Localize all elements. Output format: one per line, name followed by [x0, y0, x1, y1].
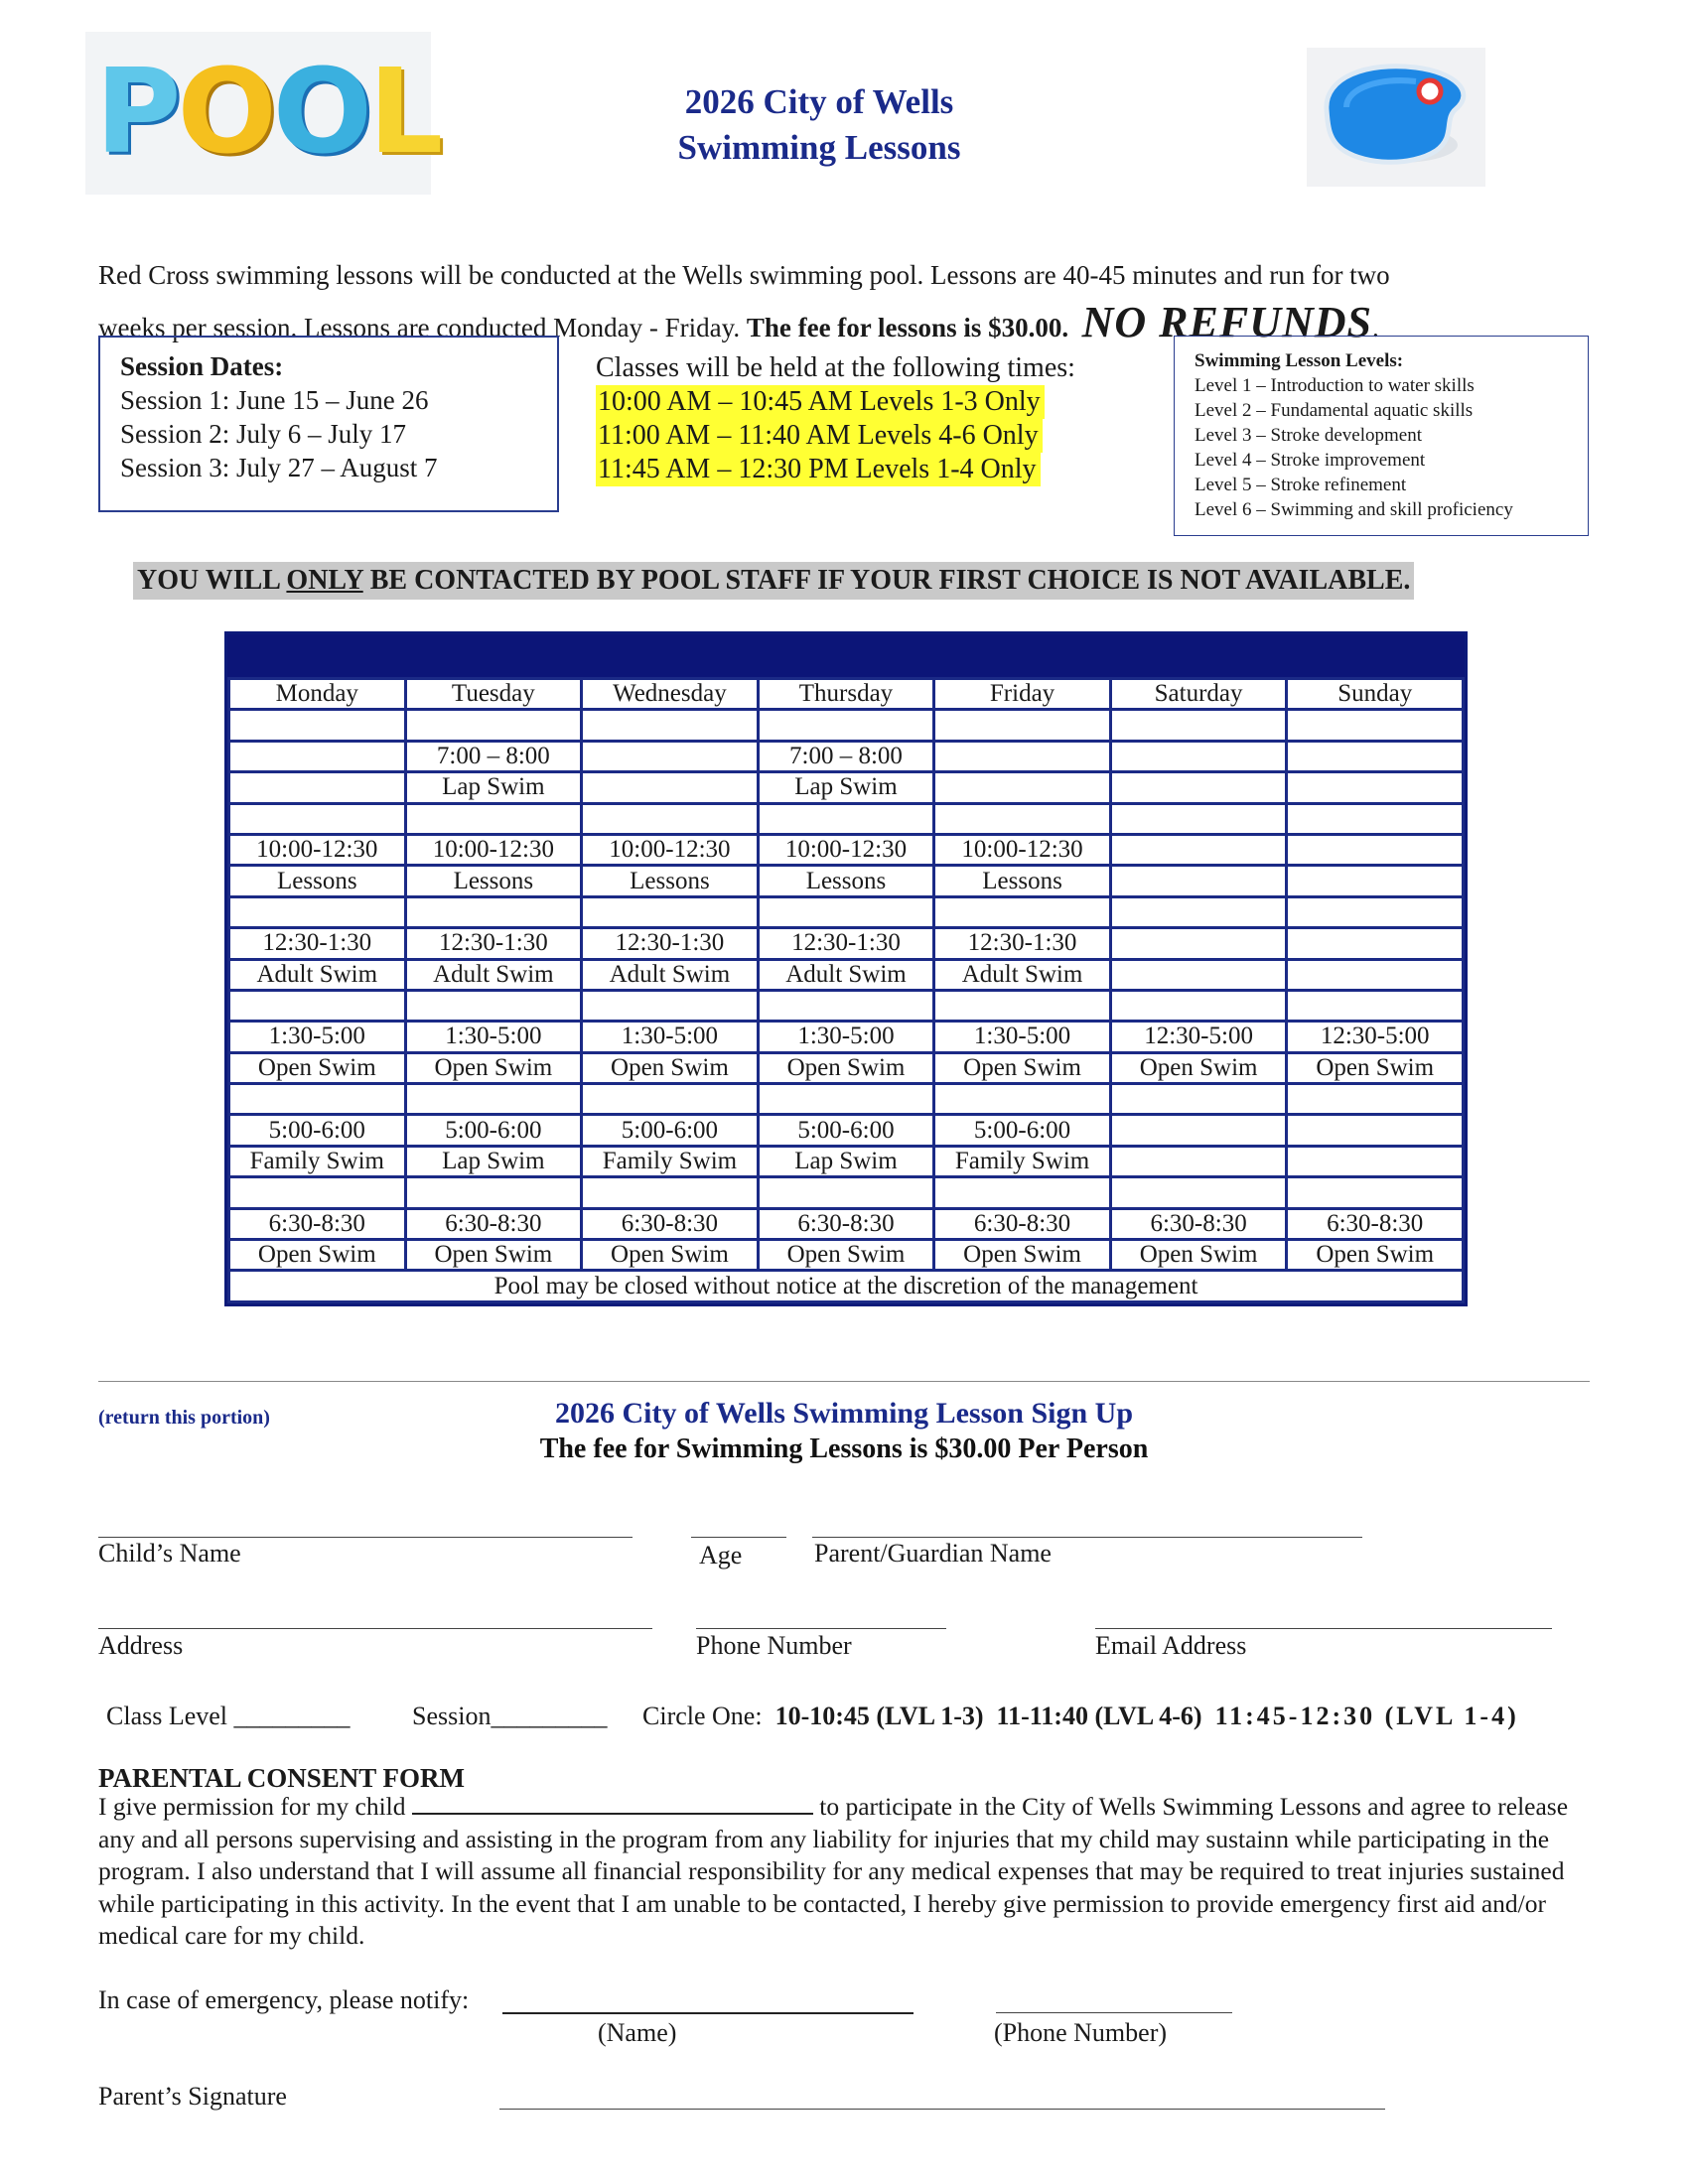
schedule-cell: Open Swim [405, 1052, 582, 1083]
schedule-cell: 12:30-5:00 [1287, 1022, 1464, 1052]
schedule-cell: Adult Swim [582, 959, 759, 990]
schedule-row [229, 1052, 1464, 1083]
class-times-heading: Classes will be held at the following times: [596, 352, 1075, 383]
schedule-cell: Open Swim [1287, 1240, 1464, 1271]
level-item: Level 5 – Stroke refinement [1195, 475, 1407, 495]
schedule-cell: Family Swim [582, 1146, 759, 1176]
page-title: 2026 City of Wells Swimming Lessons [677, 82, 961, 167]
schedule-cell [1110, 834, 1287, 865]
schedule-cell: 5:00-6:00 [934, 1115, 1111, 1146]
schedule-cell: Lap Swim [405, 1146, 582, 1176]
email-field[interactable] [1095, 1628, 1552, 1629]
pool-illustration [1307, 48, 1485, 187]
schedule-cell [1287, 741, 1464, 771]
level-item: Level 4 – Stroke improvement [1195, 450, 1426, 471]
schedule-footer-row [229, 1271, 1464, 1301]
schedule-cell: Open Swim [582, 1240, 759, 1271]
schedule-cell: 6:30-8:30 [582, 1208, 759, 1239]
schedule-cell [229, 803, 406, 834]
age-field[interactable] [691, 1537, 786, 1538]
schedule-cell [934, 1177, 1111, 1208]
schedule-cell: 5:00-6:00 [229, 1115, 406, 1146]
schedule-cell [405, 896, 582, 927]
schedule-row [229, 710, 1464, 741]
schedule-cell [1287, 1146, 1464, 1176]
schedule-cell [1110, 990, 1287, 1021]
schedule-footer: Pool may be closed without notice at the discretion of the management [229, 1271, 1464, 1301]
schedule-row [229, 834, 1464, 865]
schedule-cell [1287, 772, 1464, 803]
schedule-cell [1110, 772, 1287, 803]
schedule-row [229, 866, 1464, 896]
schedule-cell: 1:30-5:00 [934, 1022, 1111, 1052]
schedule-cell: Adult Swim [934, 959, 1111, 990]
lesson-levels-box [1174, 336, 1589, 536]
schedule-cell [1287, 896, 1464, 927]
schedule-row [229, 1177, 1464, 1208]
schedule-cell: Open Swim [1110, 1240, 1287, 1271]
schedule-cell: 6:30-8:30 [405, 1208, 582, 1239]
schedule-cell [405, 990, 582, 1021]
schedule-cell [758, 803, 934, 834]
level-item: Level 3 – Stroke development [1195, 425, 1422, 446]
session-item: Session 2: July 6 – July 17 [120, 419, 407, 449]
schedule-cell: Lap Swim [405, 772, 582, 803]
schedule-cell [1110, 928, 1287, 959]
schedule-cell: Family Swim [229, 1146, 406, 1176]
lesson-levels-heading: Swimming Lesson Levels: [1195, 350, 1404, 371]
emergency-name-label: (Name) [598, 2018, 677, 2047]
choice-option-2[interactable]: 11-11:40 (LVL 4-6) [996, 1702, 1202, 1730]
schedule-cell: 1:30-5:00 [405, 1022, 582, 1052]
parent-name-field[interactable] [812, 1537, 1362, 1538]
schedule-cell [582, 710, 759, 741]
schedule-cell [758, 710, 934, 741]
schedule-cell [934, 990, 1111, 1021]
level-item: Level 1 – Introduction to water skills [1195, 375, 1475, 396]
schedule-cell [934, 741, 1111, 771]
schedule-cell: Open Swim [758, 1052, 934, 1083]
day-header: Saturday [1110, 679, 1287, 710]
schedule-cell: 7:00 – 8:00 [758, 741, 934, 771]
phone-field[interactable] [696, 1628, 946, 1629]
schedule-cell: 10:00-12:30 [229, 834, 406, 865]
schedule-cell [582, 1084, 759, 1115]
day-header: Friday [934, 679, 1111, 710]
schedule-cell [582, 896, 759, 927]
schedule-cell [1110, 866, 1287, 896]
schedule-cell: Open Swim [1287, 1052, 1464, 1083]
schedule-cell [229, 896, 406, 927]
schedule-cell [758, 896, 934, 927]
schedule-cell: 10:00-12:30 [934, 834, 1111, 865]
schedule-cell: 12:30-1:30 [405, 928, 582, 959]
schedule-cell: 7:00 – 8:00 [405, 741, 582, 771]
schedule-cell: 1:30-5:00 [229, 1022, 406, 1052]
schedule-cell [1110, 803, 1287, 834]
schedule-cell [934, 772, 1111, 803]
schedule-cell: Open Swim [229, 1052, 406, 1083]
schedule-cell: 6:30-8:30 [1287, 1208, 1464, 1239]
consent-child-name-field[interactable] [412, 1791, 813, 1815]
schedule-cell: 12:30-1:30 [934, 928, 1111, 959]
schedule-cell [1287, 834, 1464, 865]
schedule-cell [229, 1177, 406, 1208]
schedule-cell [1110, 710, 1287, 741]
childs-name-label: Child’s Name [98, 1539, 241, 1568]
schedule-cell: 5:00-6:00 [405, 1115, 582, 1146]
pool-schedule-table [224, 631, 1468, 1306]
schedule-cell [1287, 990, 1464, 1021]
schedule-header-bar [227, 634, 1465, 677]
schedule-row [229, 1115, 1464, 1146]
schedule-cell: 5:00-6:00 [582, 1115, 759, 1146]
day-header: Tuesday [405, 679, 582, 710]
schedule-cell: Open Swim [1110, 1052, 1287, 1083]
address-label: Address [98, 1631, 184, 1660]
class-time-choice [642, 1702, 1519, 1731]
schedule-cell: 12:30-1:30 [582, 928, 759, 959]
schedule-cell: 10:00-12:30 [582, 834, 759, 865]
schedule-cell [1287, 710, 1464, 741]
schedule-row [229, 959, 1464, 990]
schedule-cell: Lessons [934, 866, 1111, 896]
schedule-row [229, 803, 1464, 834]
schedule-cell [1110, 1115, 1287, 1146]
schedule-cell [758, 1084, 934, 1115]
emergency-phone-label: (Phone Number) [994, 2018, 1168, 2047]
emergency-label: In case of emergency, please notify: [98, 1985, 470, 2014]
level-item: Level 2 – Fundamental aquatic skills [1195, 400, 1474, 421]
schedule-cell: 6:30-8:30 [1110, 1208, 1287, 1239]
session-dates-box [98, 336, 559, 512]
schedule-cell [934, 896, 1111, 927]
schedule-cell [229, 772, 406, 803]
consent-paragraph: I give permission for my child to participate in the City of Wells Swimming Lessons and agree to release any and all persons supervising and assisting in the program from any liability for injuries that my child may sustainn while participating in the program. I also understand that I will assume all financial responsibility for any medical expenses that may be required to treat injuries sustained while participating in this activity. In the event that I am unable to be contacted, I hereby give permission to provide emergency first aid and/or medical care for my child. [98, 1792, 1569, 1950]
schedule-cell: 6:30-8:30 [758, 1208, 934, 1239]
schedule-cell: 6:30-8:30 [229, 1208, 406, 1239]
schedule-cell: Open Swim [582, 1052, 759, 1083]
childs-name-field[interactable] [98, 1537, 633, 1538]
circle-one-label: Circle One: [642, 1702, 763, 1730]
schedule-cell: Open Swim [405, 1240, 582, 1271]
schedule-cell [1110, 1146, 1287, 1176]
schedule-cell: Lessons [582, 866, 759, 896]
schedule-cell [934, 1084, 1111, 1115]
schedule-cell [405, 1084, 582, 1115]
session-item: Session 3: July 27 – August 7 [120, 453, 438, 482]
schedule-cell [1287, 1177, 1464, 1208]
schedule-cell: Open Swim [934, 1240, 1111, 1271]
schedule-cell [1110, 959, 1287, 990]
schedule-cell: Lap Swim [758, 1146, 934, 1176]
schedule-row [229, 741, 1464, 771]
schedule-cell [1110, 741, 1287, 771]
schedule-cell [229, 710, 406, 741]
schedule-cell: Family Swim [934, 1146, 1111, 1176]
schedule-cell: Adult Swim [229, 959, 406, 990]
signup-title: 2026 City of Wells Swimming Lesson Sign Up [554, 1397, 1134, 1430]
schedule-cell [1287, 959, 1464, 990]
emergency-name-field[interactable] [502, 2012, 914, 2014]
schedule-cell: Open Swim [758, 1240, 934, 1271]
signature-label: Parent’s Signature [98, 2082, 287, 2111]
phone-label: Phone Number [696, 1631, 852, 1660]
class-times [596, 351, 1075, 486]
schedule-cell [1287, 928, 1464, 959]
schedule-cell: 12:30-5:00 [1110, 1022, 1287, 1052]
class-time-item: 11:00 AM – 11:40 AM Levels 4-6 Only [596, 419, 1043, 453]
schedule-row [229, 1022, 1464, 1052]
schedule-cell: 12:30-1:30 [229, 928, 406, 959]
schedule-row [229, 1146, 1464, 1176]
class-time-item: 11:45 AM – 12:30 PM Levels 1-4 Only [596, 453, 1041, 486]
schedule-cell: 6:30-8:30 [934, 1208, 1111, 1239]
schedule-cell: 1:30-5:00 [758, 1022, 934, 1052]
schedule-cell: 10:00-12:30 [758, 834, 934, 865]
schedule-cell: Lap Swim [758, 772, 934, 803]
level-item: Level 6 – Swimming and skill proficiency [1195, 499, 1513, 520]
choice-option-1[interactable]: 10-10:45 (LVL 1-3) [774, 1702, 984, 1730]
schedule-row [229, 1240, 1464, 1271]
schedule-cell: Adult Swim [758, 959, 934, 990]
choice-option-3[interactable]: 11:45-12:30 (LVL 1-4) [1214, 1702, 1519, 1730]
schedule-cell [582, 1177, 759, 1208]
pool-icon [1307, 48, 1485, 187]
return-note: (return this portion) [98, 1407, 270, 1429]
schedule-cell [1287, 803, 1464, 834]
parent-name-label: Parent/Guardian Name [814, 1539, 1052, 1568]
pool-logo-text: POOL [95, 43, 440, 180]
age-label: Age [699, 1541, 743, 1570]
schedule-cell [934, 803, 1111, 834]
emergency-phone-field[interactable] [996, 2012, 1232, 2013]
schedule-cell [582, 741, 759, 771]
address-field[interactable] [98, 1628, 652, 1629]
schedule-cell: 5:00-6:00 [758, 1115, 934, 1146]
class-level-field[interactable]: Class Level _________ [106, 1702, 351, 1730]
schedule-cell [229, 1084, 406, 1115]
schedule-days-row [229, 679, 1464, 710]
signup-fee: The fee for Swimming Lessons is $30.00 Per Person [539, 1433, 1149, 1464]
schedule-cell [582, 772, 759, 803]
schedule-cell [1287, 866, 1464, 896]
schedule-cell: 10:00-12:30 [405, 834, 582, 865]
schedule-cell [582, 990, 759, 1021]
schedule-cell: Adult Swim [405, 959, 582, 990]
schedule-cell [934, 710, 1111, 741]
day-header: Thursday [758, 679, 934, 710]
schedule-cell [1287, 1115, 1464, 1146]
no-refunds-text: NO REFUNDS [1081, 298, 1372, 346]
schedule-cell [1110, 896, 1287, 927]
schedule-cell [758, 1177, 934, 1208]
schedule-row [229, 990, 1464, 1021]
schedule-cell [405, 803, 582, 834]
intro-paragraph: Red Cross swimming lessons will be conducted at the Wells swimming pool. Lessons are 40-45 minutes and run for two weeks per session. Lessons are conducted Monday - Friday. The fee for lessons is $30.00. NO REFUNDS. [98, 260, 1390, 346]
schedule-cell [229, 990, 406, 1021]
schedule-cell [1287, 1084, 1464, 1115]
consent-heading: PARENTAL CONSENT FORM [98, 1763, 466, 1793]
schedule-row [229, 928, 1464, 959]
schedule-cell [1110, 1177, 1287, 1208]
class-time-item: 10:00 AM – 10:45 AM Levels 1-3 Only [596, 385, 1045, 419]
schedule-cell: Lessons [229, 866, 406, 896]
session-field[interactable]: Session_________ [412, 1702, 608, 1730]
schedule-cell: 1:30-5:00 [582, 1022, 759, 1052]
session-item: Session 1: June 15 – June 26 [120, 385, 429, 415]
signature-field[interactable] [499, 2109, 1385, 2110]
schedule-row [229, 772, 1464, 803]
cut-divider [98, 1381, 1590, 1382]
schedule-cell: Open Swim [229, 1240, 406, 1271]
schedule-cell: Open Swim [934, 1052, 1111, 1083]
schedule-cell [1110, 1084, 1287, 1115]
schedule-cell [758, 990, 934, 1021]
email-label: Email Address [1095, 1631, 1247, 1660]
day-header: Sunday [1287, 679, 1464, 710]
session-dates-heading: Session Dates: [120, 351, 284, 381]
schedule-cell: Lessons [405, 866, 582, 896]
schedule-cell: Lessons [758, 866, 934, 896]
schedule-cell [582, 803, 759, 834]
day-header: Wednesday [582, 679, 759, 710]
schedule-cell [405, 710, 582, 741]
schedule-cell [405, 1177, 582, 1208]
schedule-row [229, 1208, 1464, 1239]
day-header: Monday [229, 679, 406, 710]
schedule-row [229, 1084, 1464, 1115]
contact-notice: YOU WILL ONLY BE CONTACTED BY POOL STAFF IF YOUR FIRST CHOICE IS NOT AVAILABLE. [133, 562, 1414, 600]
schedule-cell: 12:30-1:30 [758, 928, 934, 959]
schedule-cell [229, 741, 406, 771]
schedule-row [229, 896, 1464, 927]
